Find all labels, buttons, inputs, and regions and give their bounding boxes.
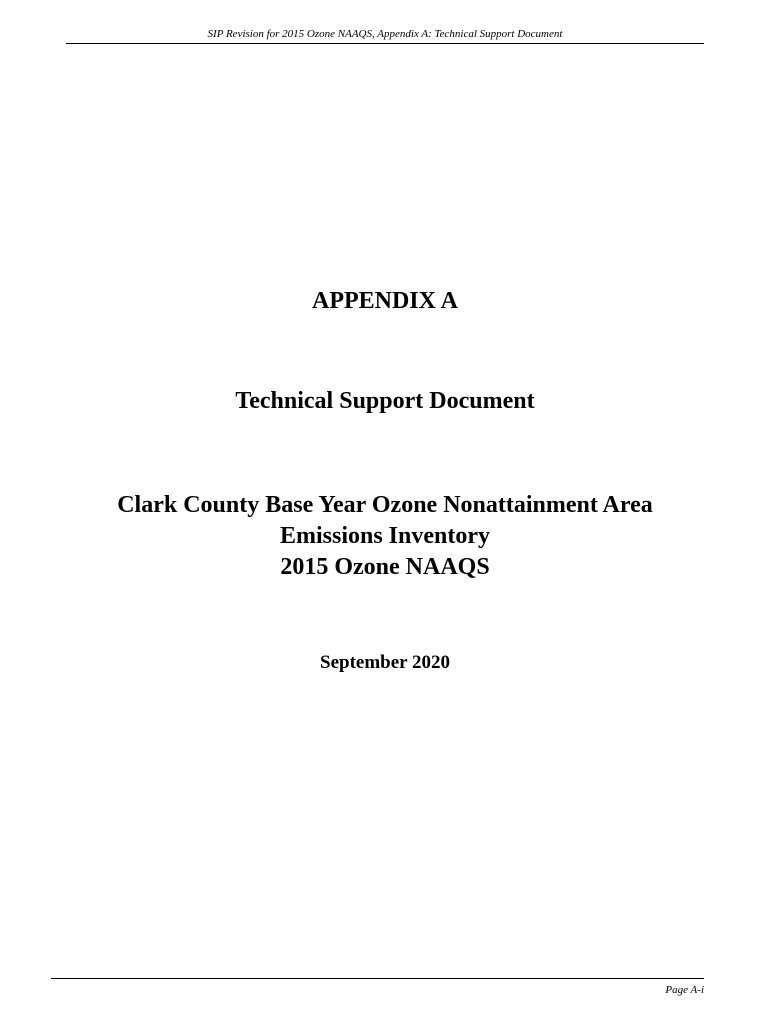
- document-title-line-1: Clark County Base Year Ozone Nonattainment Area: [117, 492, 653, 518]
- header-divider: [66, 43, 704, 44]
- footer-divider: [51, 978, 704, 979]
- document-subtitle: Technical Support Document: [235, 388, 535, 414]
- document-title-line-2: Emissions Inventory: [279, 523, 491, 549]
- appendix-title: APPENDIX A: [311, 288, 458, 314]
- document-title-line-3: 2015 Ozone NAAQS: [280, 554, 490, 580]
- running-header: SIP Revision for 2015 Ozone NAAQS, Appendix A: Technical Support Document: [207, 28, 563, 40]
- document-title: [0, 490, 770, 583]
- page-number: Page A-i: [665, 984, 704, 996]
- document-date: September 2020: [320, 652, 450, 673]
